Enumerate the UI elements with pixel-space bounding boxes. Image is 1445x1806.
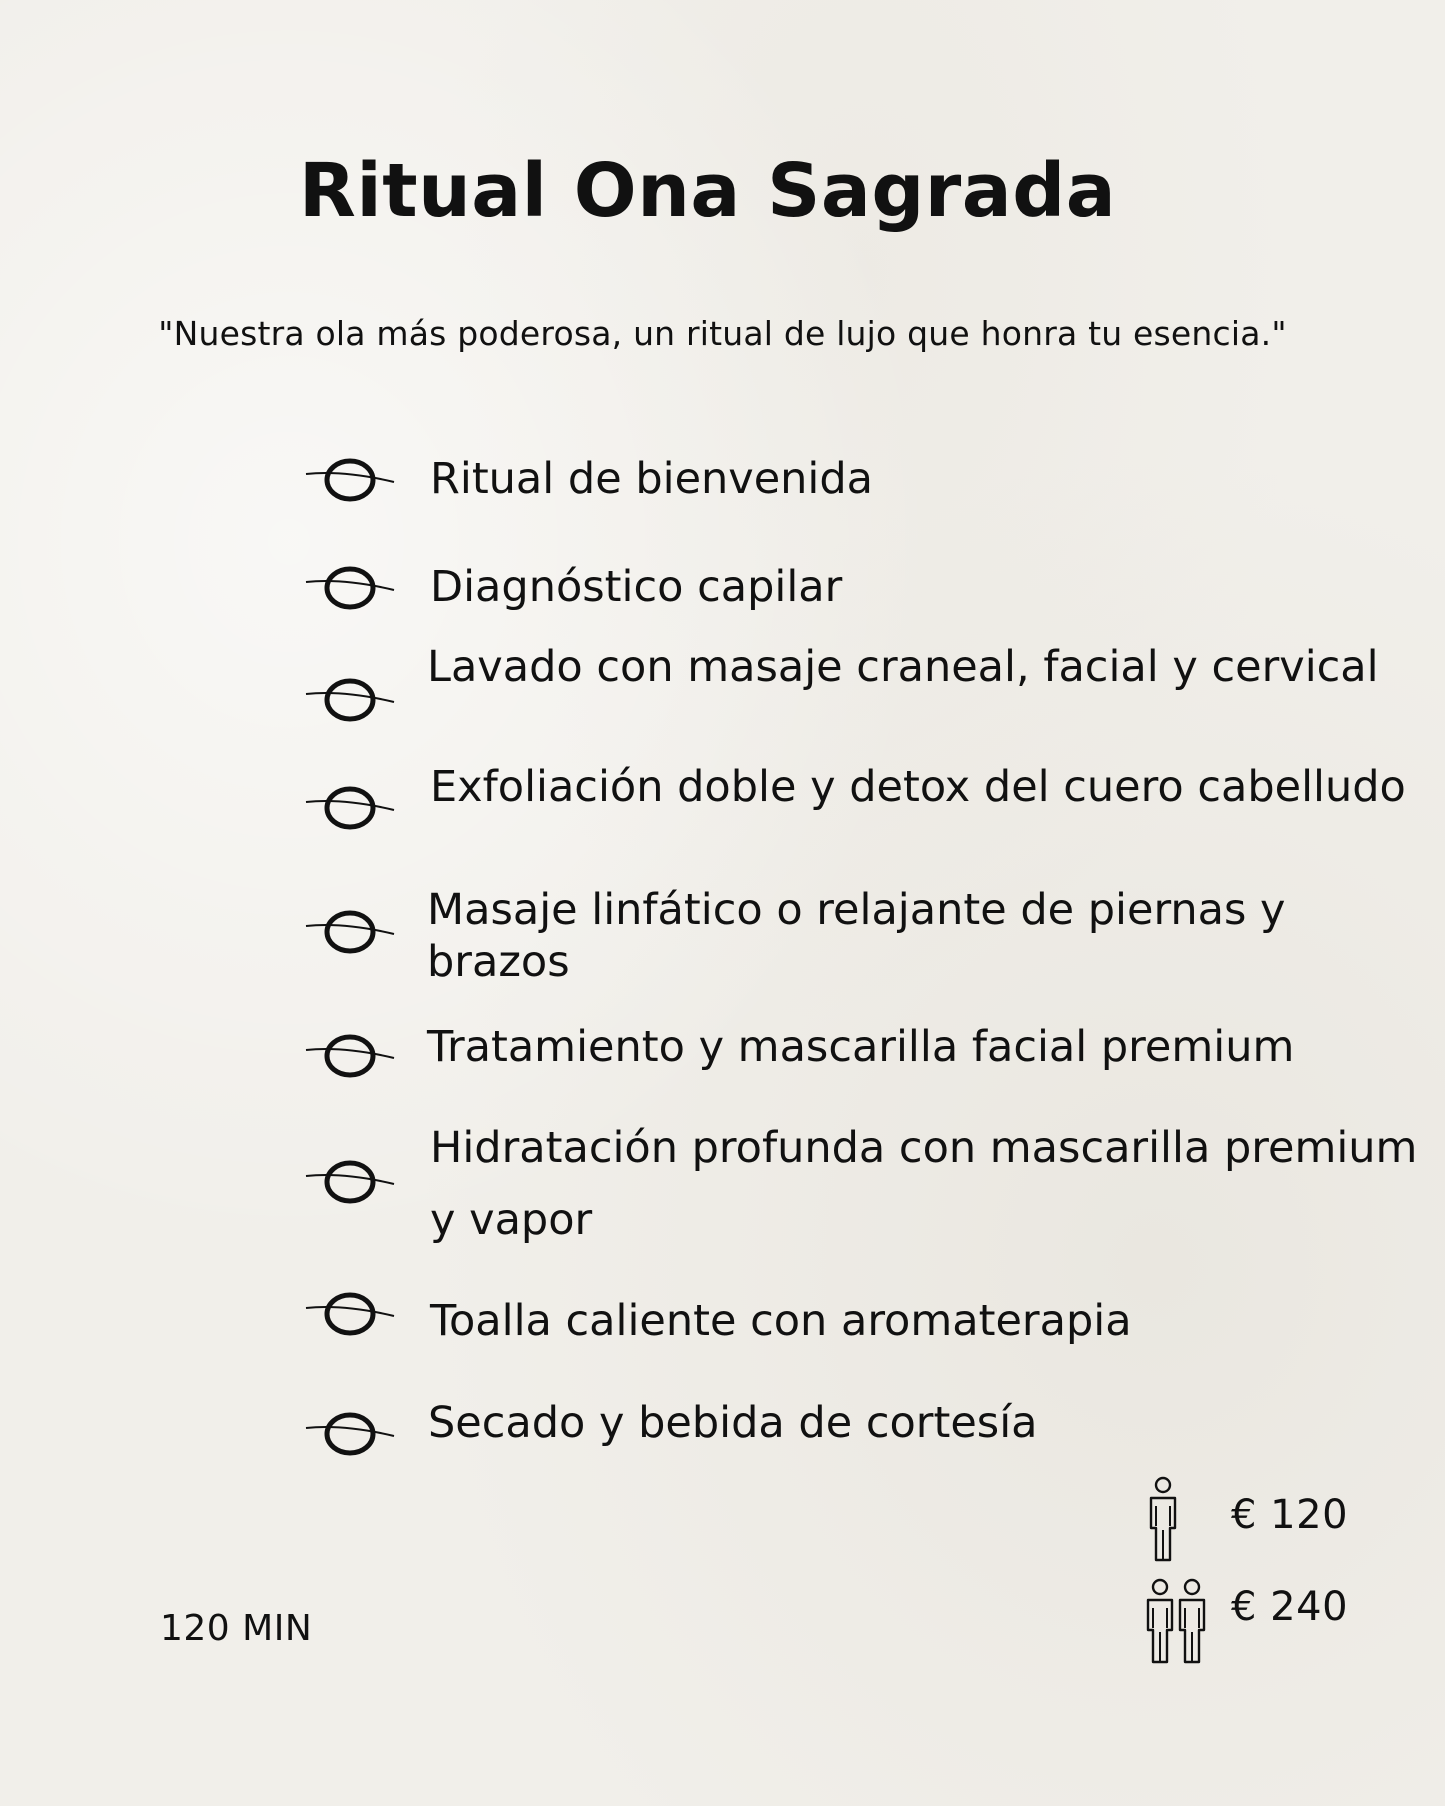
list-item-label: Secado y bebida de cortesía [428,1398,1038,1448]
wave-circle-icon [304,778,396,838]
person-icon [1143,1476,1183,1564]
list-item-label: Exfoliación doble y detox del cuero cabelludo [430,762,1406,812]
two-people-icon [1143,1578,1213,1666]
wave-circle-icon [304,902,396,962]
price-single-row [1135,1472,1435,1572]
price-double: € 240 [1231,1584,1349,1630]
wave-circle-icon [304,1152,396,1212]
wave-circle-icon [304,670,396,730]
list-item-label: Lavado con masaje craneal, facial y cervical [427,642,1379,692]
list-item-label: Tratamiento y mascarilla facial premium [427,1022,1295,1072]
price-single: € 120 [1231,1492,1349,1538]
tagline-quote: "Nuestra ola más poderosa, un ritual de lujo que honra tu esencia." [158,314,1287,353]
page-title: Ritual Ona Sagrada [298,148,1117,234]
wave-circle-icon [304,1026,396,1086]
wave-circle-icon [304,558,396,618]
wave-circle-icon [304,448,396,508]
list-item-label: Diagnóstico capilar [430,562,843,612]
list-item-label: Masaje linfático o relajante de piernas y brazos [427,885,1286,987]
list-item-label: Hidratación profunda con mascarilla premium y vapor [430,1123,1418,1245]
list-item-label: Ritual de bienvenida [430,454,874,504]
list-item-label: Toalla caliente con aromaterapia [430,1296,1132,1346]
duration-label: 120 MIN [160,1608,313,1649]
wave-circle-icon [304,1286,396,1346]
wave-circle-icon [304,1404,396,1464]
price-double-row [1135,1572,1435,1672]
